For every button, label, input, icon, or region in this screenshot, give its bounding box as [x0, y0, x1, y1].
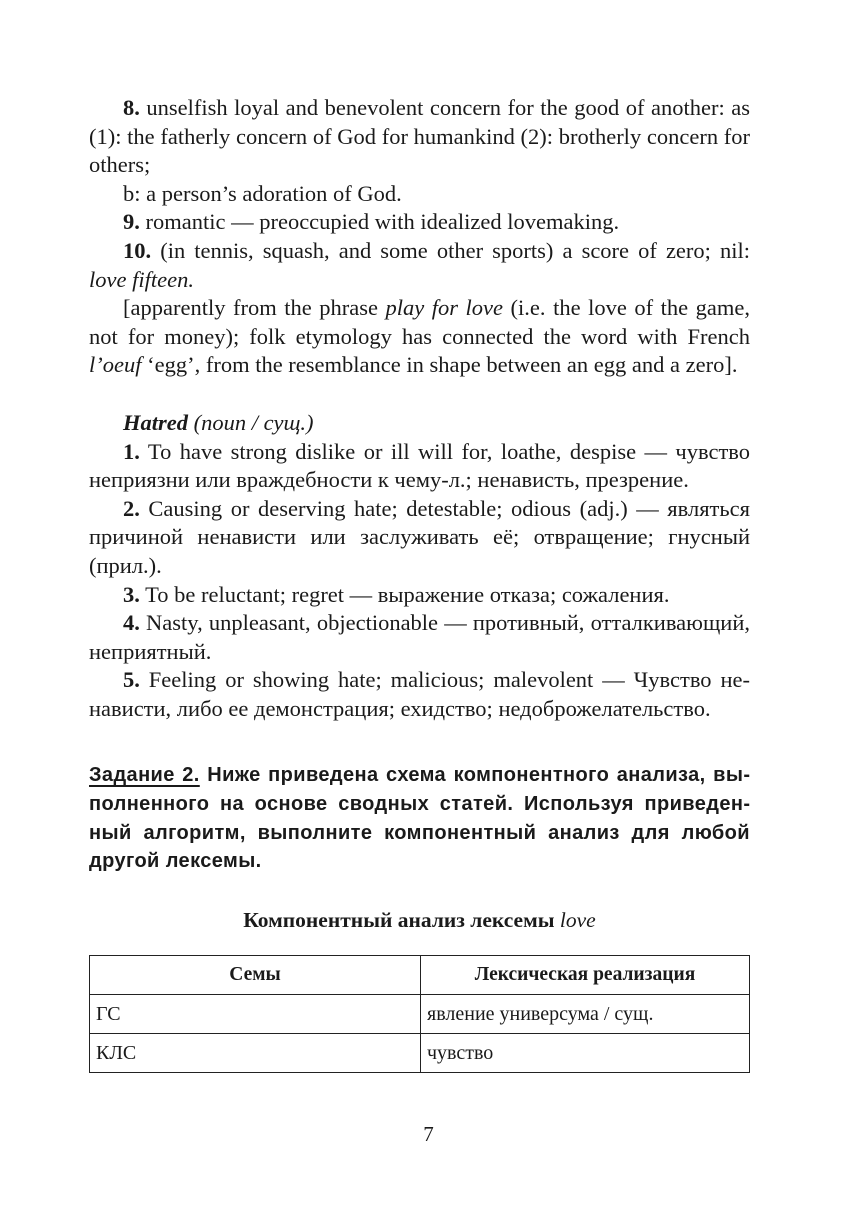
entry-number: 2.	[123, 495, 140, 521]
etymology-text: (i.e. the love of the game, not for money); folk etymology has connected the word with French	[89, 295, 750, 349]
entry-number: 5.	[123, 667, 140, 693]
etymology-text: ‘egg’, from the resemblance in shape between an egg and a zero].	[141, 352, 738, 378]
table-header-row	[90, 956, 750, 995]
table-cell: чувство	[421, 1034, 750, 1073]
table-cell: ГС	[90, 995, 421, 1034]
table-row	[90, 1034, 750, 1073]
etymology-text: [apparently from the phrase	[123, 295, 386, 321]
hatred-entry-1	[89, 438, 750, 495]
hatred-entry-4	[89, 609, 750, 666]
entry-text: To have strong dislike or ill will for, loathe, despise — чувство неприязни или враждебности к чему-л.; ненависть, презрение.	[89, 438, 750, 493]
entry-text: unselfish loyal and benevolent concern for the good of another: as (1): the fatherly concern of God for humankind (2): brotherly concern for others;	[89, 95, 751, 178]
entry-text: Causing or deserving hate; detestable; odious (adj.) — являться причиной ненависти или заслуживать её; отвращение; гнусный (прил.).	[89, 495, 750, 578]
entry-number: 3.	[123, 581, 140, 607]
table-header-lexical-realization: Лексическая реализация	[421, 956, 750, 995]
page-number: 7	[423, 1122, 434, 1146]
table-row	[90, 995, 750, 1034]
part-of-speech: (noun / сущ.)	[193, 409, 314, 435]
love-entry-8	[89, 94, 750, 180]
table-cell: КЛС	[90, 1034, 421, 1073]
task-2	[89, 761, 750, 875]
love-entry-10	[89, 237, 750, 294]
caption-word: love	[559, 907, 596, 932]
caption-text: Компонентный анализ лексемы	[243, 907, 560, 932]
hatred-entry-3	[89, 581, 750, 610]
component-analysis-table	[89, 955, 750, 1073]
entry-text: (in tennis, squash, and some other sports) a score of zero; nil:	[160, 237, 751, 263]
table-cell: явление универсума / сущ.	[421, 995, 750, 1034]
page-body	[89, 94, 750, 1073]
etymology-phrase: play for love	[385, 295, 504, 321]
entry-text: b: a person’s adoration of God.	[123, 180, 402, 206]
entry-number: 1.	[123, 438, 140, 464]
etymology-french-word: l’oeuf	[89, 352, 142, 378]
entry-number: 10.	[123, 237, 152, 263]
headword: Hatred	[123, 409, 188, 435]
hatred-entry-5	[89, 666, 750, 723]
entry-text: Nasty, unpleasant, objectionable — противный, отталкивающий, неприятный.	[89, 610, 751, 664]
love-entry-9	[89, 208, 750, 237]
task-text: Ниже приведена схема компонентного анализа, выполненного на основе сводных статей. Используя приведенный алгоритм, выполните компонентный анализ для любой другой лексемы.	[89, 764, 750, 873]
table-header-semes: Семы	[90, 956, 421, 995]
entry-example: love fifteen.	[89, 266, 194, 292]
entry-text: romantic — preoccupied with idealized lovemaking.	[145, 209, 620, 235]
entry-text: Feeling or showing hate; malicious; malevolent — Чувство ненависти, либо ее демонстрация; ехидство; недоброжелательство.	[89, 667, 750, 721]
table-caption	[89, 906, 750, 935]
entry-number: 9.	[123, 209, 140, 235]
hatred-entry-2	[89, 495, 750, 581]
hatred-heading	[89, 409, 750, 438]
entry-text: To be reluctant; regret — выражение отказа; сожаления.	[145, 581, 670, 607]
entry-number: 8.	[123, 95, 140, 120]
etymology-note	[89, 294, 750, 380]
entry-number: 4.	[123, 610, 140, 636]
task-label: Задание 2.	[89, 764, 200, 787]
love-entry-8b	[89, 180, 750, 209]
